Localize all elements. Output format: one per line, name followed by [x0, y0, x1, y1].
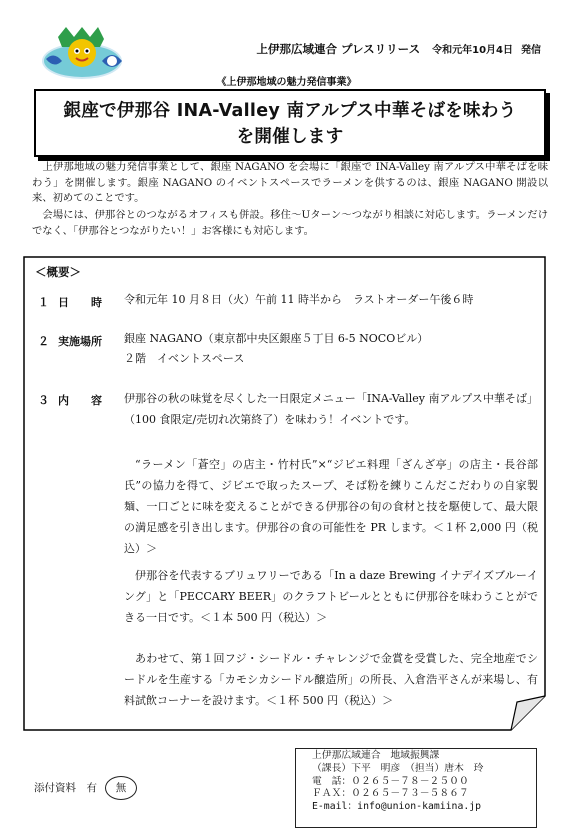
header-status: 発信 — [521, 45, 541, 56]
item-2-number: ２ — [38, 335, 49, 348]
item-1-number: １ — [38, 296, 49, 309]
item-2-venue-line-2: ２階 イベントスペース — [124, 352, 245, 365]
item-3-number: ３ — [38, 394, 49, 407]
header-org: 上伊那広域連合 プレスリリース — [256, 42, 421, 56]
content-paragraph-4: あわせて、第１回フジ・シードル・チャレンジで金賞を受賞した、完全地産でシードルを生産する「カモシカシードル醸造所」の所長、入倉浩平さんが来場し、有料試飲コーナーを設けます。＜１杯 500 円（税込）＞ — [124, 652, 538, 707]
attachment-indicator — [34, 776, 137, 800]
item-2-label: 実施場所 — [58, 335, 102, 348]
intro-paragraph-1 — [32, 160, 548, 207]
press-release-header — [256, 41, 541, 57]
attachment-none-circle: 無 — [105, 776, 137, 800]
contact-phone: 電 話：０２６５－７８－２５００ — [312, 775, 469, 787]
title-line-1: 銀座で伊那谷 INA-Valley 南アルプス中華そばを味わう — [63, 101, 517, 121]
item-1-datetime: 令和元年 10 月８日（火）午前 11 時半から ラストオーダー午後６時 — [124, 293, 474, 306]
content-paragraph-2: “ラーメン「蒼空」の店主・竹村氏”×“ジビエ料理「ざんざ亭」の店主・長谷部氏”の協力を得て、ジビエで取ったスープ、そば粉を練りこんだこだわりの自家製麺、一口ごとに味を変えることができる伊那谷の旬の食材と技を駆使して、最大限の満足感を引き出します。伊那谷の食の可能性を PR します。＜１杯 2,000 円（税込）＞ — [124, 458, 538, 555]
item-3-label: 内 容 — [58, 394, 102, 407]
item-2-venue-line-1: 銀座 NAGANO（東京都中央区銀座５丁目 6-5 NOCOビル） — [124, 332, 429, 345]
title-box — [34, 89, 546, 157]
content-paragraph-3: 伊那谷を代表するブリュワリーである「In a daze Brewing イナデイズブルーイング」と「PECCARY BEER」のクラフトビールとともに伊那谷を味わうことができる一日です。＜１本 500 円（税込）＞ — [124, 569, 538, 624]
contact-department: 上伊那広域連合 地域振興課 — [312, 750, 440, 761]
intro-text-2: 会場には、伊那谷とのつながるオフィスも併設。移住〜Uターン〜つながり相談に対応します。ラーメンだけでなく、「伊那谷とつながりたい！」お客様にも対応します。 — [32, 209, 549, 237]
contact-fax: ＦＡＸ：０２６５－７３－５８６７ — [312, 788, 469, 800]
attachment-label: 添付資料 有 — [34, 782, 97, 794]
intro-text-1: 上伊那地域の魅力発信事業として、銀座 NAGANO を会場に「銀座で INA-Valley 南アルプス中華そばを味わう」を開催します。銀座 NAGANO のイベントスペースでラーメンを供するのは、銀座 NAGANO 開設以来、初めてのことです。 — [32, 161, 548, 205]
content-paragraph-1: 伊那谷の秋の味覚を尽くした一日限定メニュー「INA-Valley 南アルプス中華そば」（100 食限定/売切れ次第終了）を味わう！イベントです。 — [124, 392, 538, 426]
title-line-2: を開催します — [236, 127, 344, 147]
contact-email: E-mail：info@union-kamiina.jp — [312, 801, 482, 813]
header-date: 令和元年10月4日 — [432, 45, 513, 56]
contact-persons: （課長）下平 明彦 （担当）唐木 玲 — [312, 762, 484, 774]
item-1-label: 日 時 — [58, 296, 102, 309]
outline-heading: ＜概要＞ — [35, 265, 81, 279]
contact-box — [295, 748, 537, 828]
intro-paragraph-2 — [32, 208, 548, 239]
program-label: 《上伊那地域の魅力発信事業》 — [216, 77, 357, 88]
